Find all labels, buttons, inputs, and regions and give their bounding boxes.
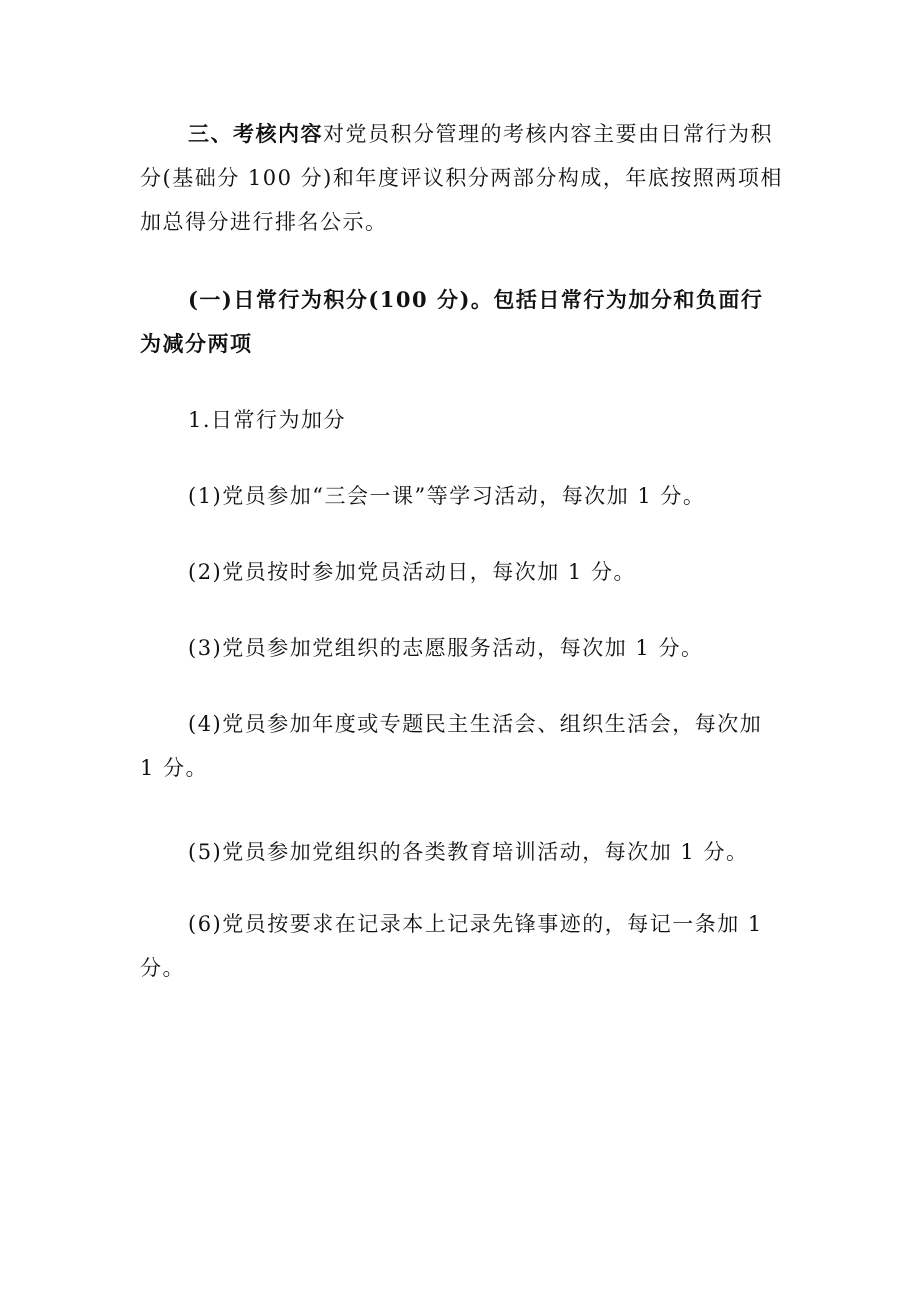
- rule-item-1: (1)党员参加“三会一课”等学习活动，每次加 1 分。: [188, 484, 706, 508]
- rule-item-3: (3)党员参加党组织的志愿服务活动，每次加 1 分。: [188, 636, 704, 660]
- rule-item-6: (6)党员按要求在记录本上记录先锋事迹的，每记一条加 1 分。: [140, 912, 763, 980]
- rule-item-4: (4)党员参加年度或专题民主生活会、组织生活会，每次加 1 分。: [140, 712, 763, 780]
- section-3-paragraph: [140, 112, 785, 244]
- subsection-1-heading: (一)日常行为积分(100 分)。包括日常行为加分和负面行为减分两项: [140, 287, 764, 356]
- section-3-heading: 三、考核内容: [188, 121, 323, 146]
- rule-item-5: (5)党员参加党组织的各类教育培训活动，每次加 1 分。: [188, 840, 749, 864]
- item-1-heading: 1.日常行为加分: [188, 408, 347, 432]
- rule-item-2: (2)党员按时参加党员活动日，每次加 1 分。: [188, 560, 636, 584]
- section-3-body: 对党员积分管理的考核内容主要由日常行为积分(基础分 100 分)和年度评议积分两部分构成，年底按照两项相加总得分进行排名公示。: [140, 122, 783, 234]
